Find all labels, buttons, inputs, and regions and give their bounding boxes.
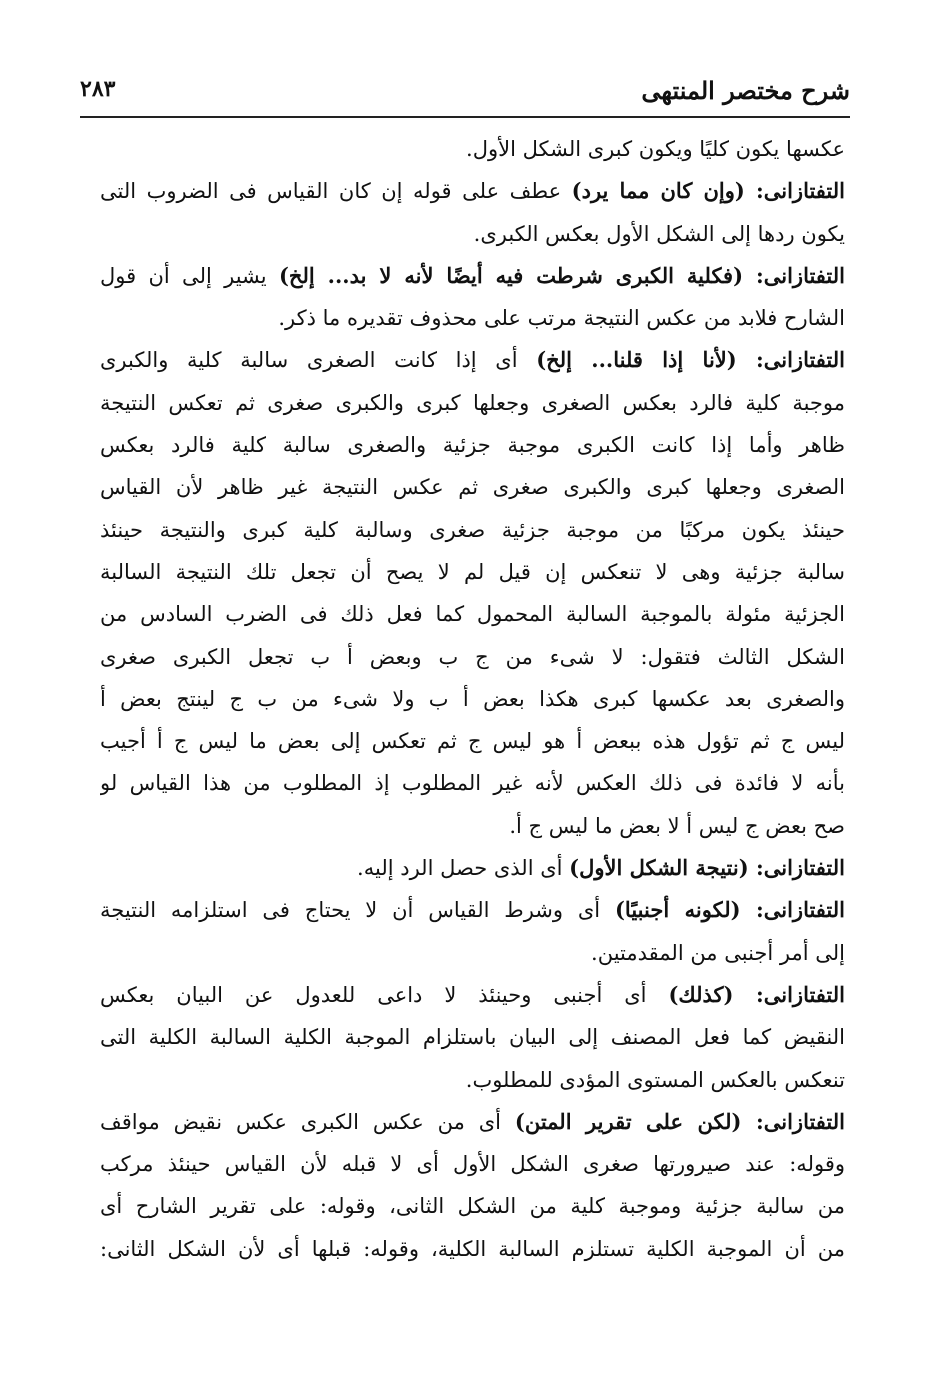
text-line [100, 593, 845, 635]
text-line [100, 466, 845, 508]
text-segment: أى إذا كانت الصغرى سالبة كلية والكبرى [100, 348, 537, 373]
text-line [100, 932, 845, 974]
text-segment: أى وشرط القياس أن لا يحتاج فى استلزامه النتيجة [100, 898, 615, 923]
text-line [100, 636, 845, 678]
text-segment: الشارح فلابد من عكس النتيجة مرتب على محذوف تقديره ما ذكر. [278, 306, 845, 331]
text-line [100, 128, 845, 170]
text-segment: أى من عكس الكبرى عكس نقيض مواقف [100, 1109, 515, 1134]
text-segment: وقوله: عند صيرورتها صغرى الشكل الأول أى لا قبله لأن القياس حينئذ مركب [100, 1152, 845, 1177]
text-line [100, 1059, 845, 1101]
text-segment: أى أجنبى وحينئذ لا داعى للعدول عن البيان بعكس [100, 982, 669, 1007]
text-line [100, 297, 845, 339]
running-title: شرح مختصر المنتهى [641, 76, 850, 105]
text-segment: الصغرى وجعلها كبرى والكبرى صغرى ثم عكس النتيجة غير ظاهر لأن القياس [100, 475, 845, 500]
commentary-lemma: التفتازانى: (فكلية الكبرى شرطت فيه أيضًا لأنه لا بد... إلخ) [278, 262, 845, 288]
commentary-lemma: التفتازانى: (نتيجة الشكل الأول) [569, 855, 845, 881]
text-line [100, 255, 845, 297]
text-segment: والصغرى بعد عكسها كبرى هكذا بعض أ ب ولا شىء من ب ج لينتج بعض أ [100, 686, 845, 711]
text-segment: ظاهر وأما إذا كانت الكبرى موجبة جزئية والصغرى سالبة كلية فالرد بعكس [100, 433, 845, 458]
text-line [100, 678, 845, 720]
text-segment: حينئذ يكون مركبًا من موجبة جزئية صغرى وسالبة كلية كبرى والنتيجة حينئذ [100, 517, 845, 542]
text-line [100, 213, 845, 255]
text-line [100, 382, 845, 424]
text-line [100, 805, 845, 847]
text-segment: من سالبة جزئية وموجبة كلية من الشكل الثانى، وقوله: على تقرير الشارح أى [100, 1194, 845, 1219]
commentary-lemma: التفتازانى: (لكونه أجنبيًا) [615, 897, 845, 923]
commentary-lemma: التفتازانى: (لكن على تقرير المتن) [514, 1108, 845, 1134]
commentary-lemma: التفتازانى: (كذلك) [668, 981, 845, 1007]
text-line [100, 974, 845, 1016]
text-segment: عطف على قوله إن كان القياس فى الضروب التى [100, 179, 572, 204]
text-segment: موجبة كلية فالرد بعكس الصغرى وجعلها كبرى والكبرى صغرى ثم تعكس النتيجة [100, 390, 845, 415]
text-line [100, 1101, 845, 1143]
text-segment: سالبة جزئية وهى لا تنعكس إن قيل لم لا يصح أن تجعل تلك النتيجة السالبة [100, 559, 845, 584]
text-segment: أى الذى حصل الرد إليه. [357, 856, 570, 881]
text-segment: من أن الموجبة الكلية تستلزم السالبة الكلية، وقوله: قبلها أى لأن الشكل الثانى: [100, 1236, 845, 1261]
text-line [100, 339, 845, 381]
text-segment: الشكل الثالث فتقول: لا شىء من ج ب وبعض أ ب تجعل الكبرى صغرى [100, 644, 845, 669]
text-line [100, 889, 845, 931]
text-segment: يكون ردها إلى الشكل الأول بعكس الكبرى. [473, 221, 845, 246]
commentary-lemma: التفتازانى: (لأنا إذا قلنا... إلخ) [536, 347, 845, 373]
page-number: ٢٨٣ [80, 76, 116, 102]
text-line [100, 424, 845, 466]
text-segment: النقيض كما فعل المصنف إلى البيان باستلزام الموجبة الكلية السالبة الكلية التى [100, 1025, 845, 1050]
text-line [100, 551, 845, 593]
commentary-lemma: التفتازانى: (وإن كان مما يرد) [571, 178, 845, 204]
text-line [100, 1228, 845, 1270]
text-line [100, 1143, 845, 1185]
text-segment: عكسها يكون كليًا ويكون كبرى الشكل الأول. [466, 137, 845, 161]
text-line [100, 847, 845, 889]
text-segment: تنعكس بالعكس المستوى المؤدى للمطلوب. [465, 1067, 845, 1092]
text-segment: الجزئية مئولة بالموجبة السالبة المحمول كما فعل ذلك فى الضرب السادس من [100, 602, 845, 627]
text-line [100, 1185, 845, 1227]
text-line [100, 720, 845, 762]
text-segment: بأنه لا فائدة فى ذلك العكس لأنه غير المطلوب إذ المطلوب من هذا القياس لو [100, 771, 845, 796]
text-segment: يشير إلى أن قول [100, 263, 279, 288]
text-segment: صح بعض ج ليس أ لا بعض ما ليس ج أ. [509, 813, 845, 838]
text-line [100, 762, 845, 804]
text-segment: إلى أمر أجنبى من المقدمتين. [591, 940, 845, 965]
header-rule [80, 116, 850, 118]
page-header [80, 72, 850, 112]
text-segment: ليس ج ثم تؤول هذه ببعض أ هو ليس ج ثم تعكس إلى بعض ما ليس ج أ أجيب [100, 729, 845, 754]
text-line [100, 1016, 845, 1058]
text-line [100, 509, 845, 551]
body-text [100, 128, 845, 1270]
text-line [100, 170, 845, 212]
